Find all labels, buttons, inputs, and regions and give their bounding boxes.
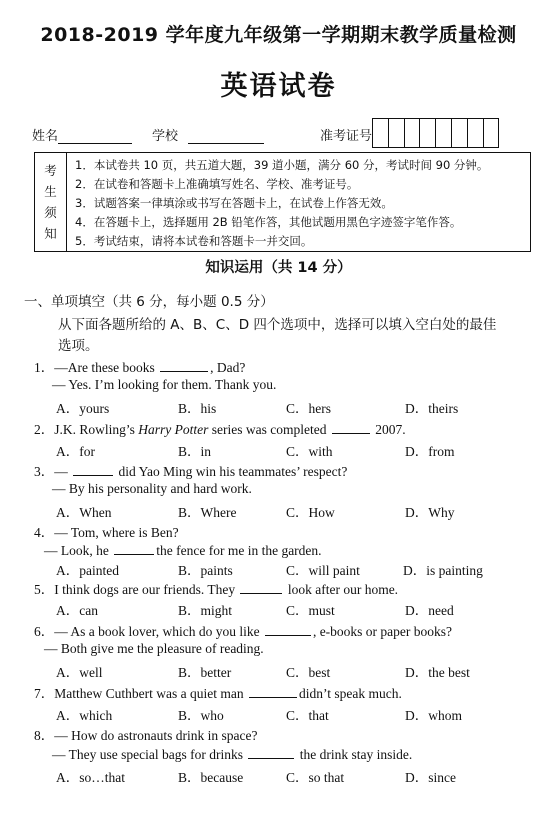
question-3-option-d: D．Why bbox=[405, 505, 455, 520]
id-digit-box bbox=[436, 119, 452, 147]
part-title: 一、单项填空（共 6 分，每小题 0.5 分） bbox=[24, 294, 274, 310]
notice-item: 4．在答题卡上，选择题用 2B 铅笔作答，其他试题用黑色字迹签字笔作答。 bbox=[75, 215, 462, 229]
id-digit-box bbox=[373, 119, 389, 147]
question-1-option-c: C．hers bbox=[286, 401, 331, 416]
question-5-option-a: A．can bbox=[56, 603, 98, 618]
notice-item: 1．本试卷共 10 页，共五道大题，39 道小题，满分 60 分，考试时间 90 分钟。 bbox=[75, 158, 489, 172]
id-digit-box bbox=[452, 119, 468, 147]
name-blank bbox=[58, 129, 132, 144]
question-8-option-a: A．so…that bbox=[56, 770, 125, 785]
question-3-stem: 3．— did Yao Ming win his teammates’ respect? bbox=[34, 464, 348, 479]
question-5-option-c: C．must bbox=[286, 603, 335, 618]
question-5-option-b: B．might bbox=[178, 603, 233, 618]
answer-blank bbox=[265, 622, 311, 636]
exam-subtitle: 英语试卷 bbox=[220, 71, 337, 102]
notice-item: 5．考试结束，请将本试卷和答题卡一并交回。 bbox=[75, 234, 313, 248]
question-4-option-b: B．paints bbox=[178, 563, 233, 578]
question-1-stem: 1．—Are these books , Dad? bbox=[34, 360, 246, 375]
question-8-option-d: D．since bbox=[405, 770, 456, 785]
question-3-option-b: B．Where bbox=[178, 505, 237, 520]
notice-item: 2．在试卷和答题卡上准确填写姓名、学校、准考证号。 bbox=[75, 177, 359, 191]
question-3-option-c: C．How bbox=[286, 505, 335, 520]
question-4-option-a: A．painted bbox=[56, 563, 119, 578]
question-7-stem: 7．Matthew Cuthbert was a quiet man didn’t speak much. bbox=[34, 686, 402, 701]
name-field bbox=[32, 125, 132, 144]
school-label: 学校 bbox=[152, 129, 179, 144]
school-blank bbox=[188, 129, 264, 144]
question-6-option-c: C．best bbox=[286, 665, 331, 680]
question-7-option-a: A．which bbox=[56, 708, 113, 723]
question-2-option-a: A．for bbox=[56, 444, 95, 459]
question-5-option-d: D．need bbox=[405, 603, 454, 618]
answer-blank bbox=[114, 541, 154, 555]
question-1-option-a: A．yours bbox=[56, 401, 110, 416]
answer-blank bbox=[249, 684, 297, 698]
question-8-option-b: B．because bbox=[178, 770, 244, 785]
question-4-reply: — Look, he the fence for me in the garden. bbox=[44, 543, 322, 558]
exam-id-label: 准考证号 bbox=[320, 129, 373, 144]
id-digit-box bbox=[420, 119, 436, 147]
question-3-reply: — By his personality and hard work. bbox=[52, 481, 252, 496]
question-6-reply: — Both give me the pleasure of reading. bbox=[44, 641, 264, 656]
id-digit-box bbox=[405, 119, 421, 147]
question-8-reply: — They use special bags for drinks the drink stay inside. bbox=[52, 747, 413, 762]
answer-blank bbox=[160, 358, 208, 372]
question-6-option-d: D．the best bbox=[405, 665, 470, 680]
question-4-option-d: D．is painting bbox=[403, 563, 483, 578]
section-title: 知识运用（共 14 分） bbox=[205, 260, 352, 276]
question-8-option-c: C．so that bbox=[286, 770, 345, 785]
question-2-stem: 2．J.K. Rowling’s Harry Potter series was completed 2007. bbox=[34, 422, 406, 437]
question-2-option-c: C．with bbox=[286, 444, 333, 459]
question-8-stem: 8．— How do astronauts drink in space? bbox=[34, 728, 258, 743]
id-digit-box bbox=[389, 119, 405, 147]
question-7-option-d: D．whom bbox=[405, 708, 462, 723]
exam-title: 2018-2019 学年度九年级第一学期期末教学质量检测 bbox=[40, 24, 517, 46]
question-2-option-d: D．from bbox=[405, 444, 455, 459]
exam-id-boxes bbox=[372, 118, 499, 148]
id-digit-box bbox=[484, 119, 500, 147]
question-5-stem: 5．I think dogs are our friends. They look after our home. bbox=[34, 582, 399, 597]
answer-blank bbox=[332, 420, 370, 434]
question-6-option-a: A．well bbox=[56, 665, 103, 680]
question-1-reply: — Yes. I’m looking for them. Thank you. bbox=[52, 377, 277, 392]
question-7-option-b: B．who bbox=[178, 708, 224, 723]
id-digit-box bbox=[468, 119, 484, 147]
name-label: 姓名 bbox=[32, 129, 59, 144]
question-7-option-c: C．that bbox=[286, 708, 329, 723]
instruction-line: 选项。 bbox=[58, 338, 99, 354]
answer-blank bbox=[248, 745, 294, 759]
question-3-option-a: A．When bbox=[56, 505, 112, 520]
question-6-option-b: B．better bbox=[178, 665, 232, 680]
question-4-stem: 4．— Tom, where is Ben? bbox=[34, 525, 179, 540]
question-1-option-b: B．his bbox=[178, 401, 217, 416]
question-6-stem: 6．— As a book lover, which do you like , e-books or paper books? bbox=[34, 624, 453, 639]
notice-heading: 考 生 须 知 bbox=[35, 153, 67, 251]
instruction-line: 从下面各题所给的 A、B、C、D 四个选项中，选择可以填入空白处的最佳 bbox=[58, 317, 497, 333]
answer-blank bbox=[73, 462, 113, 476]
notice-list bbox=[75, 156, 488, 251]
answer-blank bbox=[240, 580, 282, 594]
notice-item: 3．试题答案一律填涂或书写在答题卡上，在试卷上作答无效。 bbox=[75, 196, 393, 210]
candidate-notice-box bbox=[34, 152, 531, 252]
question-1-option-d: D．theirs bbox=[405, 401, 459, 416]
school-field bbox=[152, 125, 264, 144]
question-2-option-b: B．in bbox=[178, 444, 212, 459]
question-4-option-c: C．will paint bbox=[286, 563, 360, 578]
